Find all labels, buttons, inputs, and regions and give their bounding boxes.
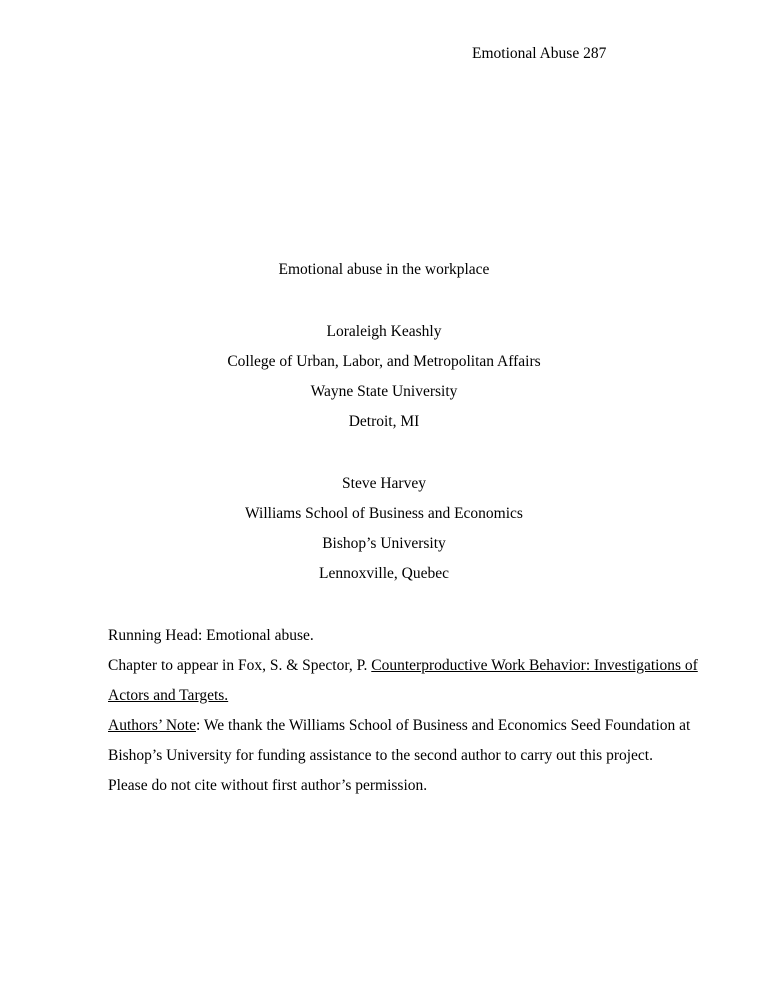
authors-note-text-1: : We thank the Williams School of Business and Economics Seed Foundation at <box>195 717 691 734</box>
page-header: Emotional Abuse 287 <box>472 45 607 62</box>
authors-note-line-1 <box>108 718 690 734</box>
author-2-location: Lennoxville, Quebec <box>319 565 449 582</box>
author-1-affiliation: College of Urban, Labor, and Metropolitan Affairs <box>227 353 541 370</box>
author-1-location: Detroit, MI <box>348 413 420 430</box>
chapter-note-prefix: Chapter to appear in Fox, S. & Spector, P. <box>108 657 372 674</box>
authors-note-line-2 <box>108 748 653 764</box>
authors-note-label: Authors’ Note <box>108 717 196 734</box>
paper-title: Emotional abuse in the workplace <box>278 261 490 278</box>
cite-notice: Please do not cite without first author’s permission. <box>108 777 428 794</box>
author-2-name: Steve Harvey <box>342 475 426 492</box>
running-head-note: Running Head: Emotional abuse. <box>108 627 314 644</box>
author-2-institution: Bishop’s University <box>322 535 446 552</box>
chapter-note-line-1 <box>108 658 698 674</box>
book-title-part-1: Counterproductive Work Behavior: Investigations of <box>371 657 698 674</box>
author-2-affiliation: Williams School of Business and Economics <box>245 505 523 522</box>
author-1-institution: Wayne State University <box>310 383 458 400</box>
author-1-name: Loraleigh Keashly <box>326 323 442 340</box>
book-title-part-2: Actors and Targets. <box>108 687 229 704</box>
authors-note-text-2: Bishop’s University for funding assistance to the second author to carry out this project. <box>108 747 653 764</box>
